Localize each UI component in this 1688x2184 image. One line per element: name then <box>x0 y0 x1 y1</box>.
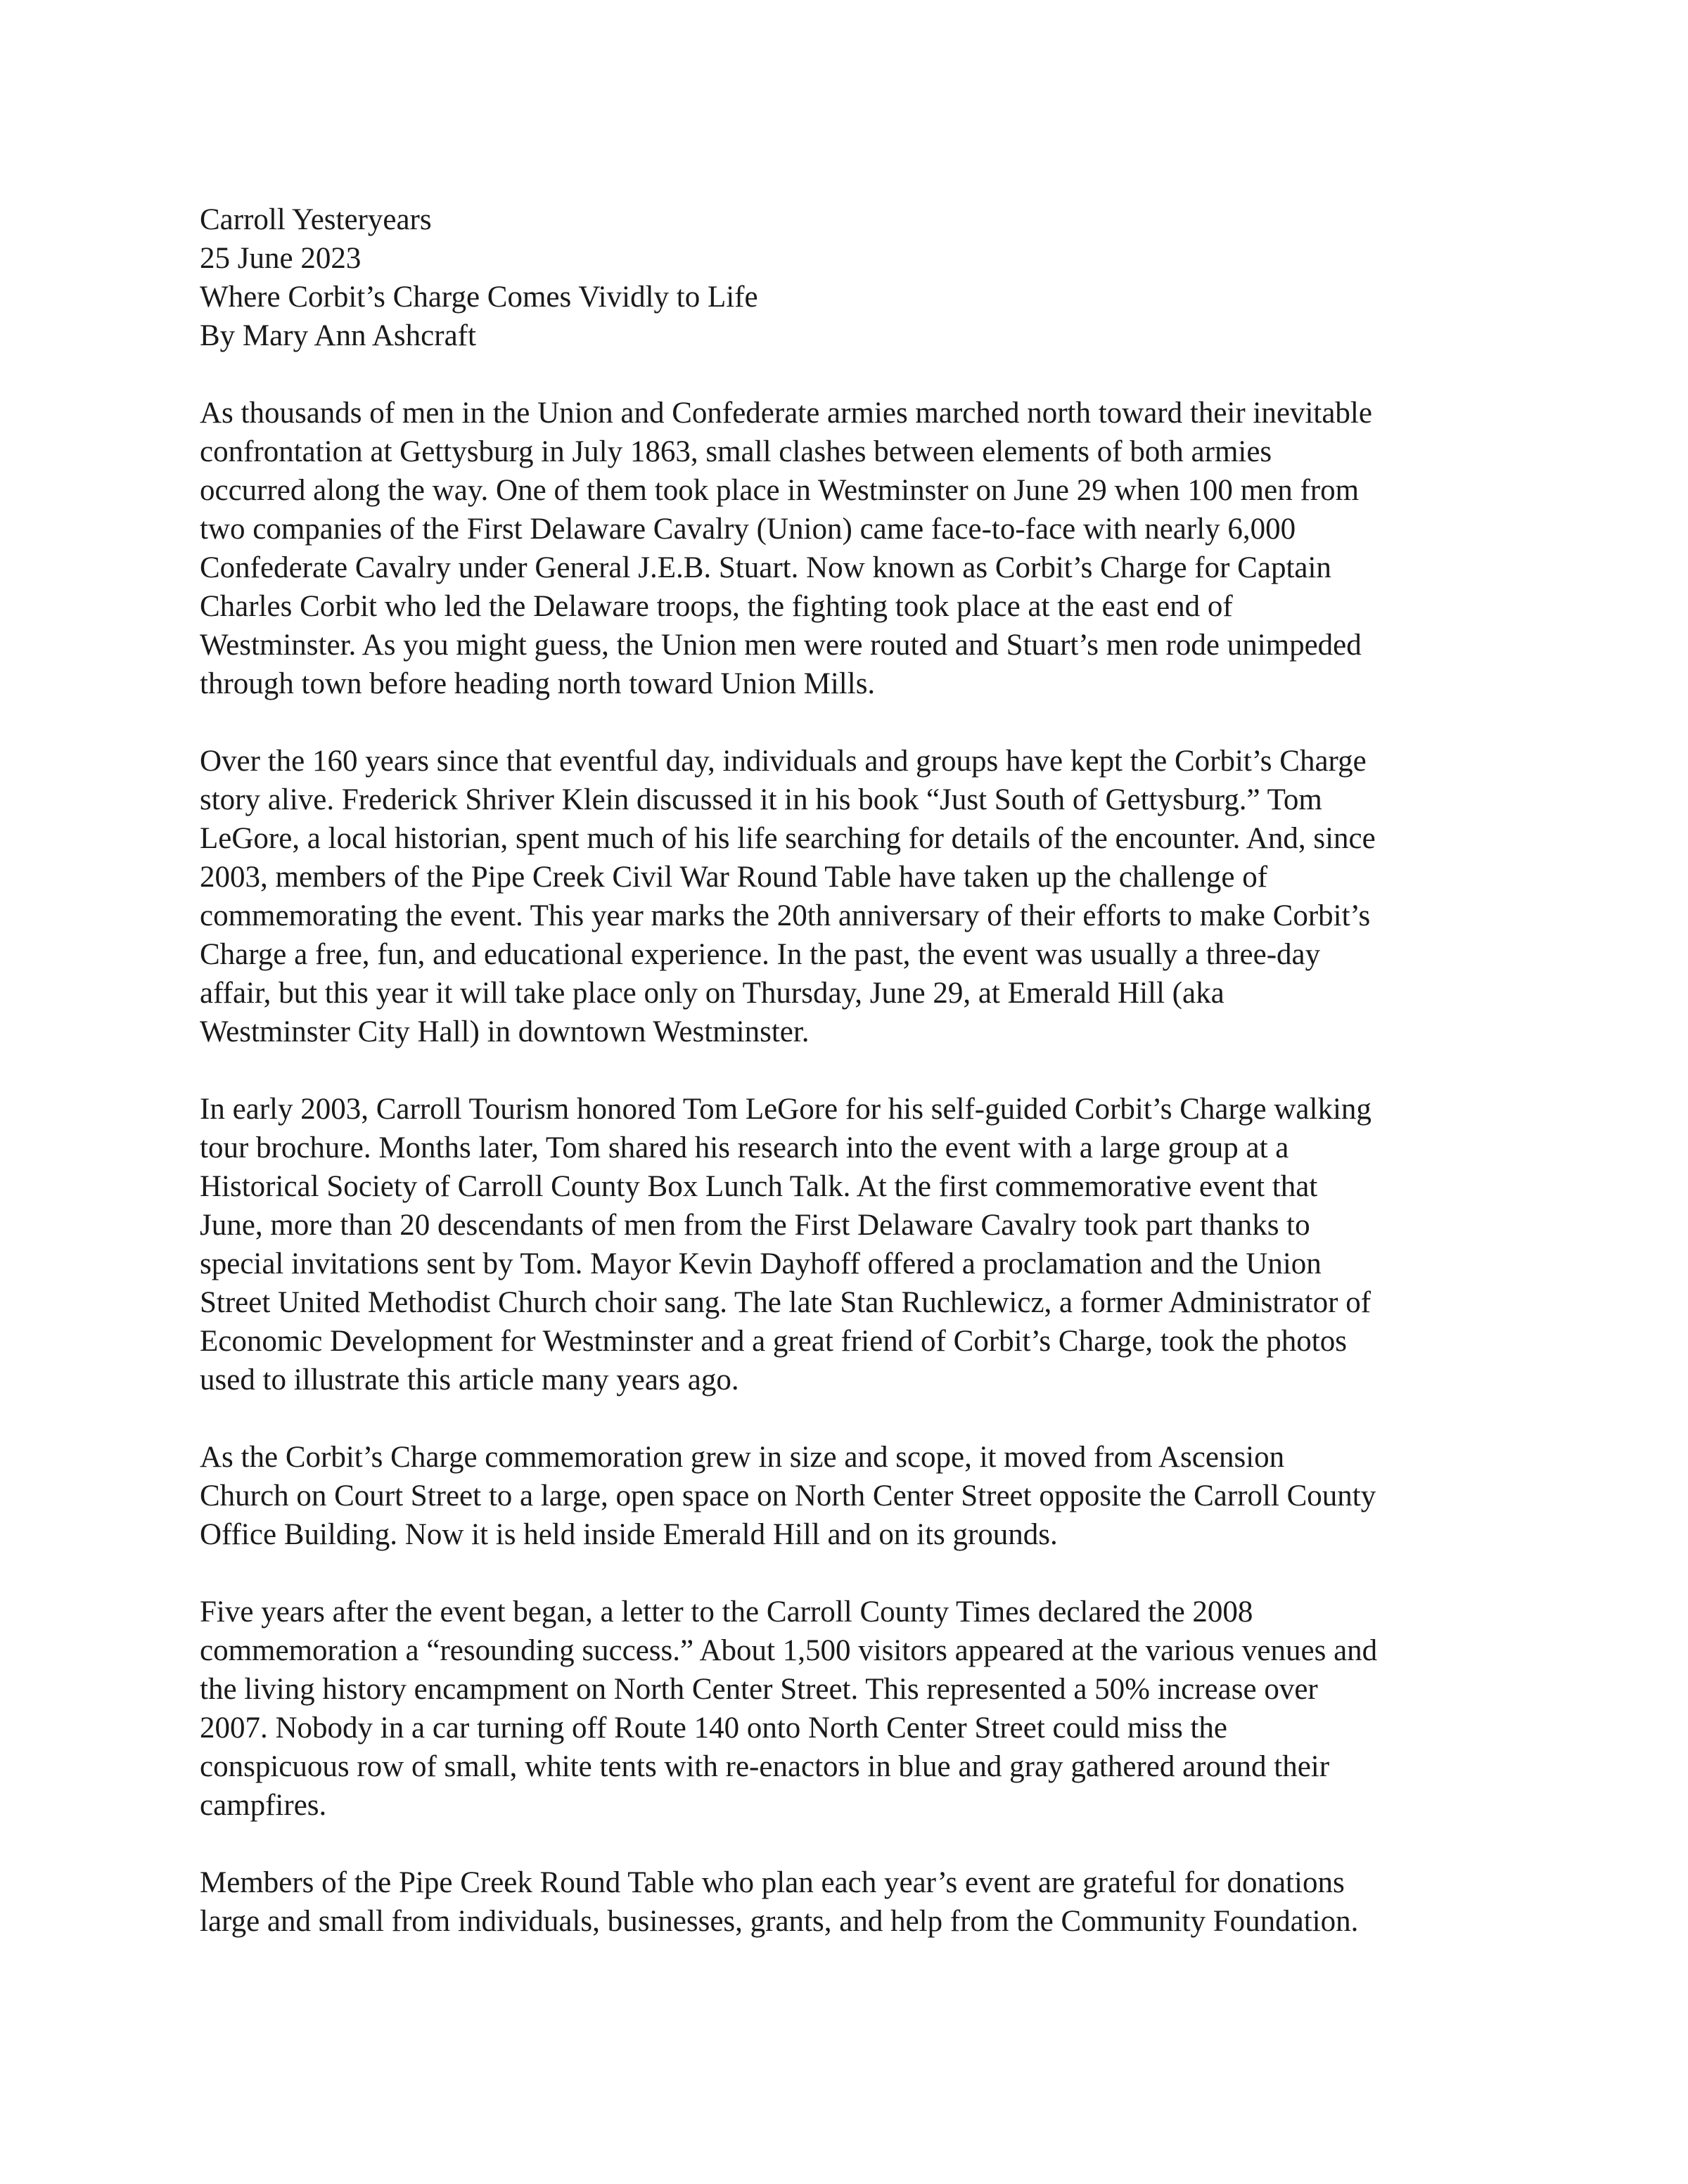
paragraph-line: conspicuous row of small, white tents with re-enactors in blue and gray gathered around their <box>200 1750 1330 1783</box>
paragraph-line: 2007. Nobody in a car turning off Route 140 onto North Center Street could miss the <box>200 1711 1227 1745</box>
paragraph-line: Charge a free, fun, and educational experience. In the past, the event was usually a three-day <box>200 938 1321 971</box>
paragraph-line: Historical Society of Carroll County Box Lunch Talk. At the first commemorative event that <box>200 1170 1318 1203</box>
paragraph-6 <box>200 1863 1515 1941</box>
paragraph-line: special invitations sent by Tom. Mayor Kevin Dayhoff offered a proclamation and the Union <box>200 1247 1322 1280</box>
paragraph-line: through town before heading north toward Union Mills. <box>200 667 876 700</box>
paragraph-line: large and small from individuals, businesses, grants, and help from the Community Foundation. <box>200 1905 1359 1938</box>
paragraph-line: June, more than 20 descendants of men from the First Delaware Cavalry took part thanks to <box>200 1209 1310 1242</box>
article-byline: By Mary Ann Ashcraft <box>200 319 476 352</box>
paragraph-line: commemorating the event. This year marks the 20th anniversary of their efforts to make Corbit’s <box>200 899 1371 932</box>
paragraph-line: commemoration a “resounding success.” About 1,500 visitors appeared at the various venues and <box>200 1634 1378 1667</box>
paragraph-line: Economic Development for Westminster and a great friend of Corbit’s Charge, took the photos <box>200 1325 1347 1358</box>
paragraph-5 <box>200 1593 1515 1825</box>
column-name: Carroll Yesteryears <box>200 203 432 236</box>
paragraph-line: Over the 160 years since that eventful day, individuals and groups have kept the Corbit’s Charge <box>200 745 1367 778</box>
article-body <box>200 394 1515 1941</box>
paragraph-line: Charles Corbit who led the Delaware troops, the fighting took place at the east end of <box>200 590 1233 623</box>
paragraph-line: As thousands of men in the Union and Confederate armies marched north toward their inevitable <box>200 397 1372 430</box>
paragraph-line: Westminster. As you might guess, the Union men were routed and Stuart’s men rode unimpeded <box>200 629 1362 662</box>
paragraph-line: Five years after the event began, a letter to the Carroll County Times declared the 2008 <box>200 1595 1253 1629</box>
paragraph-line: two companies of the First Delaware Cavalry (Union) came face-to-face with nearly 6,000 <box>200 513 1296 546</box>
paragraph-2 <box>200 742 1515 1051</box>
paragraph-line: Church on Court Street to a large, open space on North Center Street opposite the Carroll County <box>200 1479 1376 1512</box>
paragraph-4 <box>200 1438 1515 1554</box>
article-header <box>200 200 1515 355</box>
paragraph-line: affair, but this year it will take place only on Thursday, June 29, at Emerald Hill (aka <box>200 977 1225 1010</box>
paragraph-line: LeGore, a local historian, spent much of his life searching for details of the encounter. And, since <box>200 822 1376 855</box>
article-content <box>200 200 1515 1941</box>
paragraph-line: occurred along the way. One of them took place in Westminster on June 29 when 100 men from <box>200 474 1360 507</box>
paragraph-line: the living history encampment on North Center Street. This represented a 50% increase over <box>200 1673 1318 1706</box>
paragraph-line: Confederate Cavalry under General J.E.B. Stuart. Now known as Corbit’s Charge for Captain <box>200 551 1331 584</box>
paragraph-line: As the Corbit’s Charge commemoration grew in size and scope, it moved from Ascension <box>200 1441 1285 1474</box>
paragraph-line: Street United Methodist Church choir sang. The late Stan Ruchlewicz, a former Administrator of <box>200 1286 1372 1319</box>
paragraph-line: story alive. Frederick Shriver Klein discussed it in his book “Just South of Gettysburg.” Tom <box>200 783 1322 816</box>
paragraph-line: campfires. <box>200 1789 327 1822</box>
article-title: Where Corbit’s Charge Comes Vividly to Life <box>200 281 758 314</box>
paragraph-line: 2003, members of the Pipe Creek Civil War Round Table have taken up the challenge of <box>200 861 1268 894</box>
paragraph-line: Westminster City Hall) in downtown Westminster. <box>200 1015 810 1048</box>
paragraph-line: used to illustrate this article many years ago. <box>200 1363 739 1396</box>
paragraph-line: In early 2003, Carroll Tourism honored Tom LeGore for his self-guided Corbit’s Charge walking <box>200 1093 1372 1126</box>
paragraph-1 <box>200 394 1515 703</box>
paragraph-line: Members of the Pipe Creek Round Table who plan each year’s event are grateful for donations <box>200 1866 1345 1899</box>
paragraph-line: tour brochure. Months later, Tom shared his research into the event with a large group at a <box>200 1131 1289 1164</box>
paragraph-line: Office Building. Now it is held inside Emerald Hill and on its grounds. <box>200 1518 1058 1551</box>
paragraph-3 <box>200 1090 1515 1399</box>
article-date: 25 June 2023 <box>200 242 362 275</box>
paragraph-line: confrontation at Gettysburg in July 1863, small clashes between elements of both armies <box>200 435 1272 468</box>
